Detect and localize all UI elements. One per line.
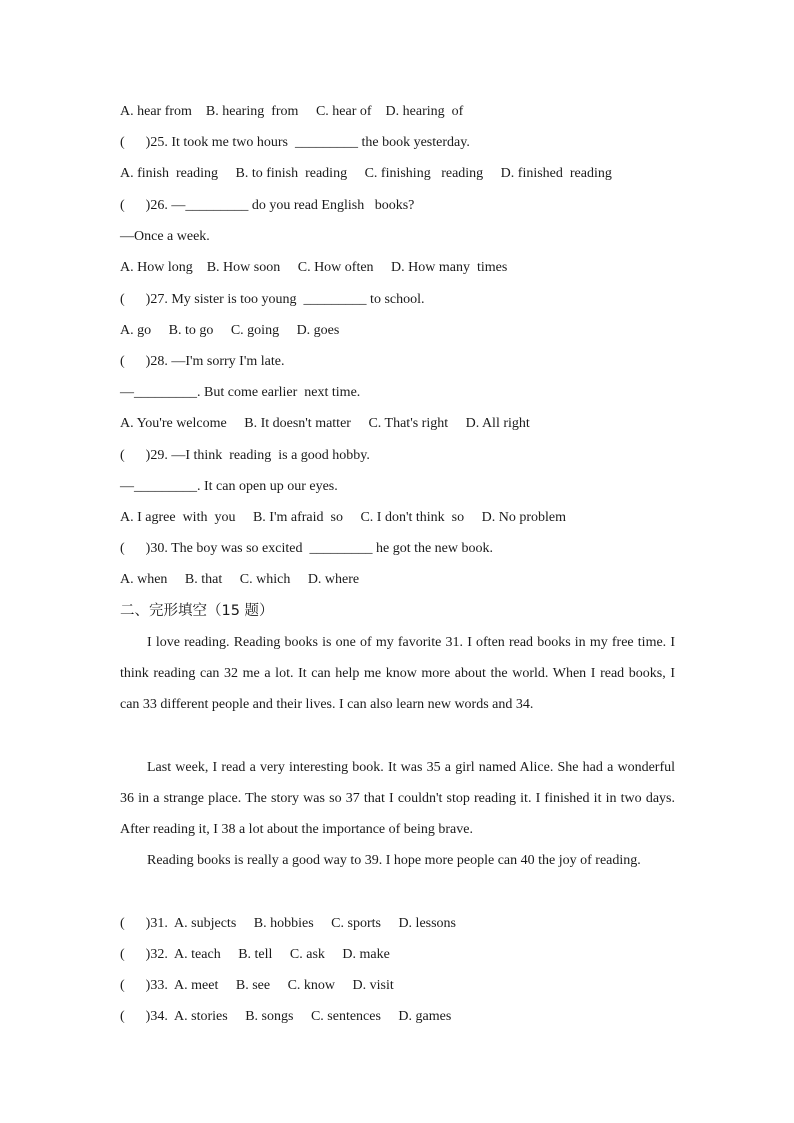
q25-options: A. finish reading B. to finish reading C. finishing reading D. finished reading bbox=[120, 166, 612, 181]
q24-options: A. hear from B. hearing from C. hear of D. hearing of bbox=[120, 104, 464, 119]
q29-options: A. I agree with you B. I'm afraid so C. I don't think so D. No problem bbox=[120, 510, 566, 525]
q26-options: A. How long B. How soon C. How often D. How many times bbox=[120, 260, 508, 275]
q32-line: ( )32. A. teach B. tell C. ask D. make bbox=[120, 947, 390, 962]
q31-line: ( )31. A. subjects B. hobbies C. sports D. lessons bbox=[120, 916, 456, 931]
q28-options: A. You're welcome B. It doesn't matter C. That's right D. All right bbox=[120, 416, 530, 431]
q34-line: ( )34. A. stories B. songs C. sentences D. games bbox=[120, 1009, 452, 1024]
q29-stem: ( )29. —I think reading is a good hobby. bbox=[120, 448, 370, 463]
q28-answer-line: —_________. But come earlier next time. bbox=[120, 385, 361, 400]
section-heading: 二、完形填空（15 题） bbox=[120, 603, 274, 619]
passage-paragraph-3: Reading books is really a good way to 39. I hope more people can 40 the joy of reading. bbox=[147, 853, 641, 868]
q27-options: A. go B. to go C. going D. goes bbox=[120, 323, 340, 338]
q28-stem: ( )28. —I'm sorry I'm late. bbox=[120, 354, 285, 369]
q33-line: ( )33. A. meet B. see C. know D. visit bbox=[120, 978, 394, 993]
q30-options: A. when B. that C. which D. where bbox=[120, 572, 360, 587]
passage-paragraph-1: I love reading. Reading books is one of my favorite 31. I often read books in my free time. I think reading can 32 me a lot. It can help me know more about the world. When I read books, I can 33 different people and their lives. I can also learn new words and 34. bbox=[120, 635, 675, 713]
q26-answer-line: —Once a week. bbox=[120, 229, 210, 244]
q27-stem: ( )27. My sister is too young _________ to school. bbox=[120, 292, 425, 307]
q25-stem: ( )25. It took me two hours _________ the book yesterday. bbox=[120, 135, 470, 150]
q26-stem: ( )26. —_________ do you read English books? bbox=[120, 198, 415, 213]
q30-stem: ( )30. The boy was so excited _________ he got the new book. bbox=[120, 541, 494, 556]
q29-answer-line: —_________. It can open up our eyes. bbox=[120, 479, 338, 494]
passage-paragraph-2: Last week, I read a very interesting book. It was 35 a girl named Alice. She had a wonderful 36 in a strange place. The story was so 37 that I couldn't stop reading it. I finished it in two days. After reading it, I 38 a lot about the importance of being brave. bbox=[120, 760, 675, 838]
